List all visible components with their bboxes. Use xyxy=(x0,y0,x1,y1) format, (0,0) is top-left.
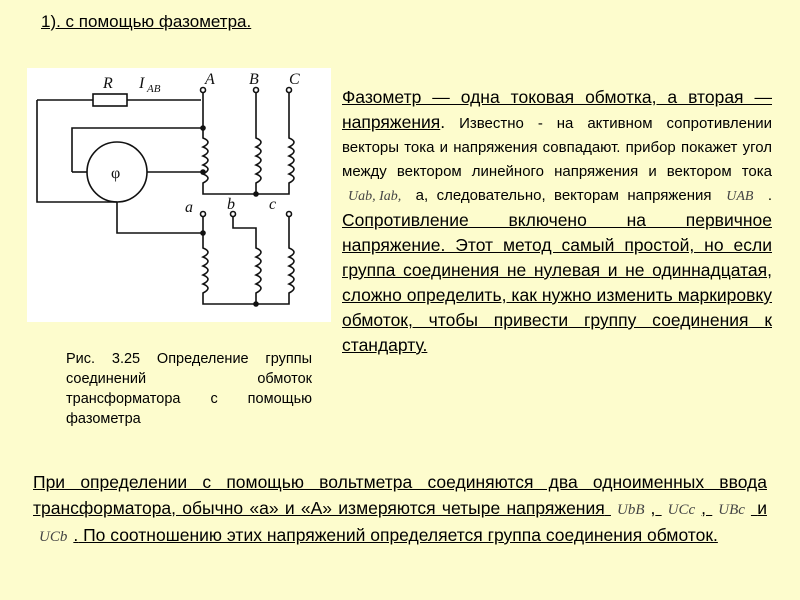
label-a-lower: a xyxy=(185,199,193,216)
formula-ubb: UbB xyxy=(616,501,645,518)
voltmeter-text xyxy=(33,470,767,551)
label-b-upper: B xyxy=(249,71,259,88)
formula-ucc: UCc xyxy=(667,501,696,518)
sep-3: . xyxy=(73,525,79,545)
definition-text: Фазометр — одна токовая обмотка, а вторая — напряжения xyxy=(342,87,772,132)
sep-1: , xyxy=(650,497,656,518)
explanation-text: Известно - на активном сопротивлении векторы тока и напряжения совпадают. прибор покажет угол между вектором линейного напряжения и вектором тока xyxy=(342,115,772,180)
label-r: R xyxy=(103,75,113,92)
label-c-lower: c xyxy=(269,196,277,213)
label-i: I xyxy=(139,75,145,92)
formula-uab: UAB xyxy=(726,189,754,204)
figure-caption: Рис. 3.25 Определение группы соединений обмоток трансформатора с помощью фазометра xyxy=(66,351,312,427)
formula-ubc: UBc xyxy=(718,501,745,518)
explanation-dot: . xyxy=(759,187,772,204)
description-text xyxy=(342,85,772,358)
voltmeter-conclusion: По соотношению этих напряжений определяется группа соединения обмоток. xyxy=(78,525,718,545)
sep-2: , xyxy=(701,497,706,518)
formula-uab-iab: Uab, Iab, xyxy=(348,189,402,204)
and-word: и xyxy=(757,497,767,518)
definition-dot: . xyxy=(440,112,446,132)
page-title: 1). с помощью фазометра. xyxy=(41,12,252,31)
label-b-lower: b xyxy=(227,196,235,213)
explanation-text-2: а, следовательно, векторам напряжения xyxy=(407,187,712,204)
voltmeter-intro: При определении с помощью вольтметра соединяются два одноименных ввода трансформатора, обычно «а» и «А» измеряются четыре напряжения xyxy=(33,472,767,518)
circuit-svg xyxy=(27,68,331,322)
formula-ucb: UCb xyxy=(39,529,68,545)
circuit-diagram xyxy=(27,68,331,322)
label-a-upper: A xyxy=(205,71,215,88)
label-phi: φ xyxy=(111,165,121,182)
label-i-sub: AB xyxy=(147,83,161,95)
label-c-upper: C xyxy=(289,71,300,88)
resistance-text: Сопротивление включено на первичное напряжение. Этот метод самый простой, но если группа соединения не нулевая и не одиннадцатая, сложно определить, как нужно изменить маркировку обмоток, чтобы привести группу соединения к стандарту. xyxy=(342,210,772,355)
